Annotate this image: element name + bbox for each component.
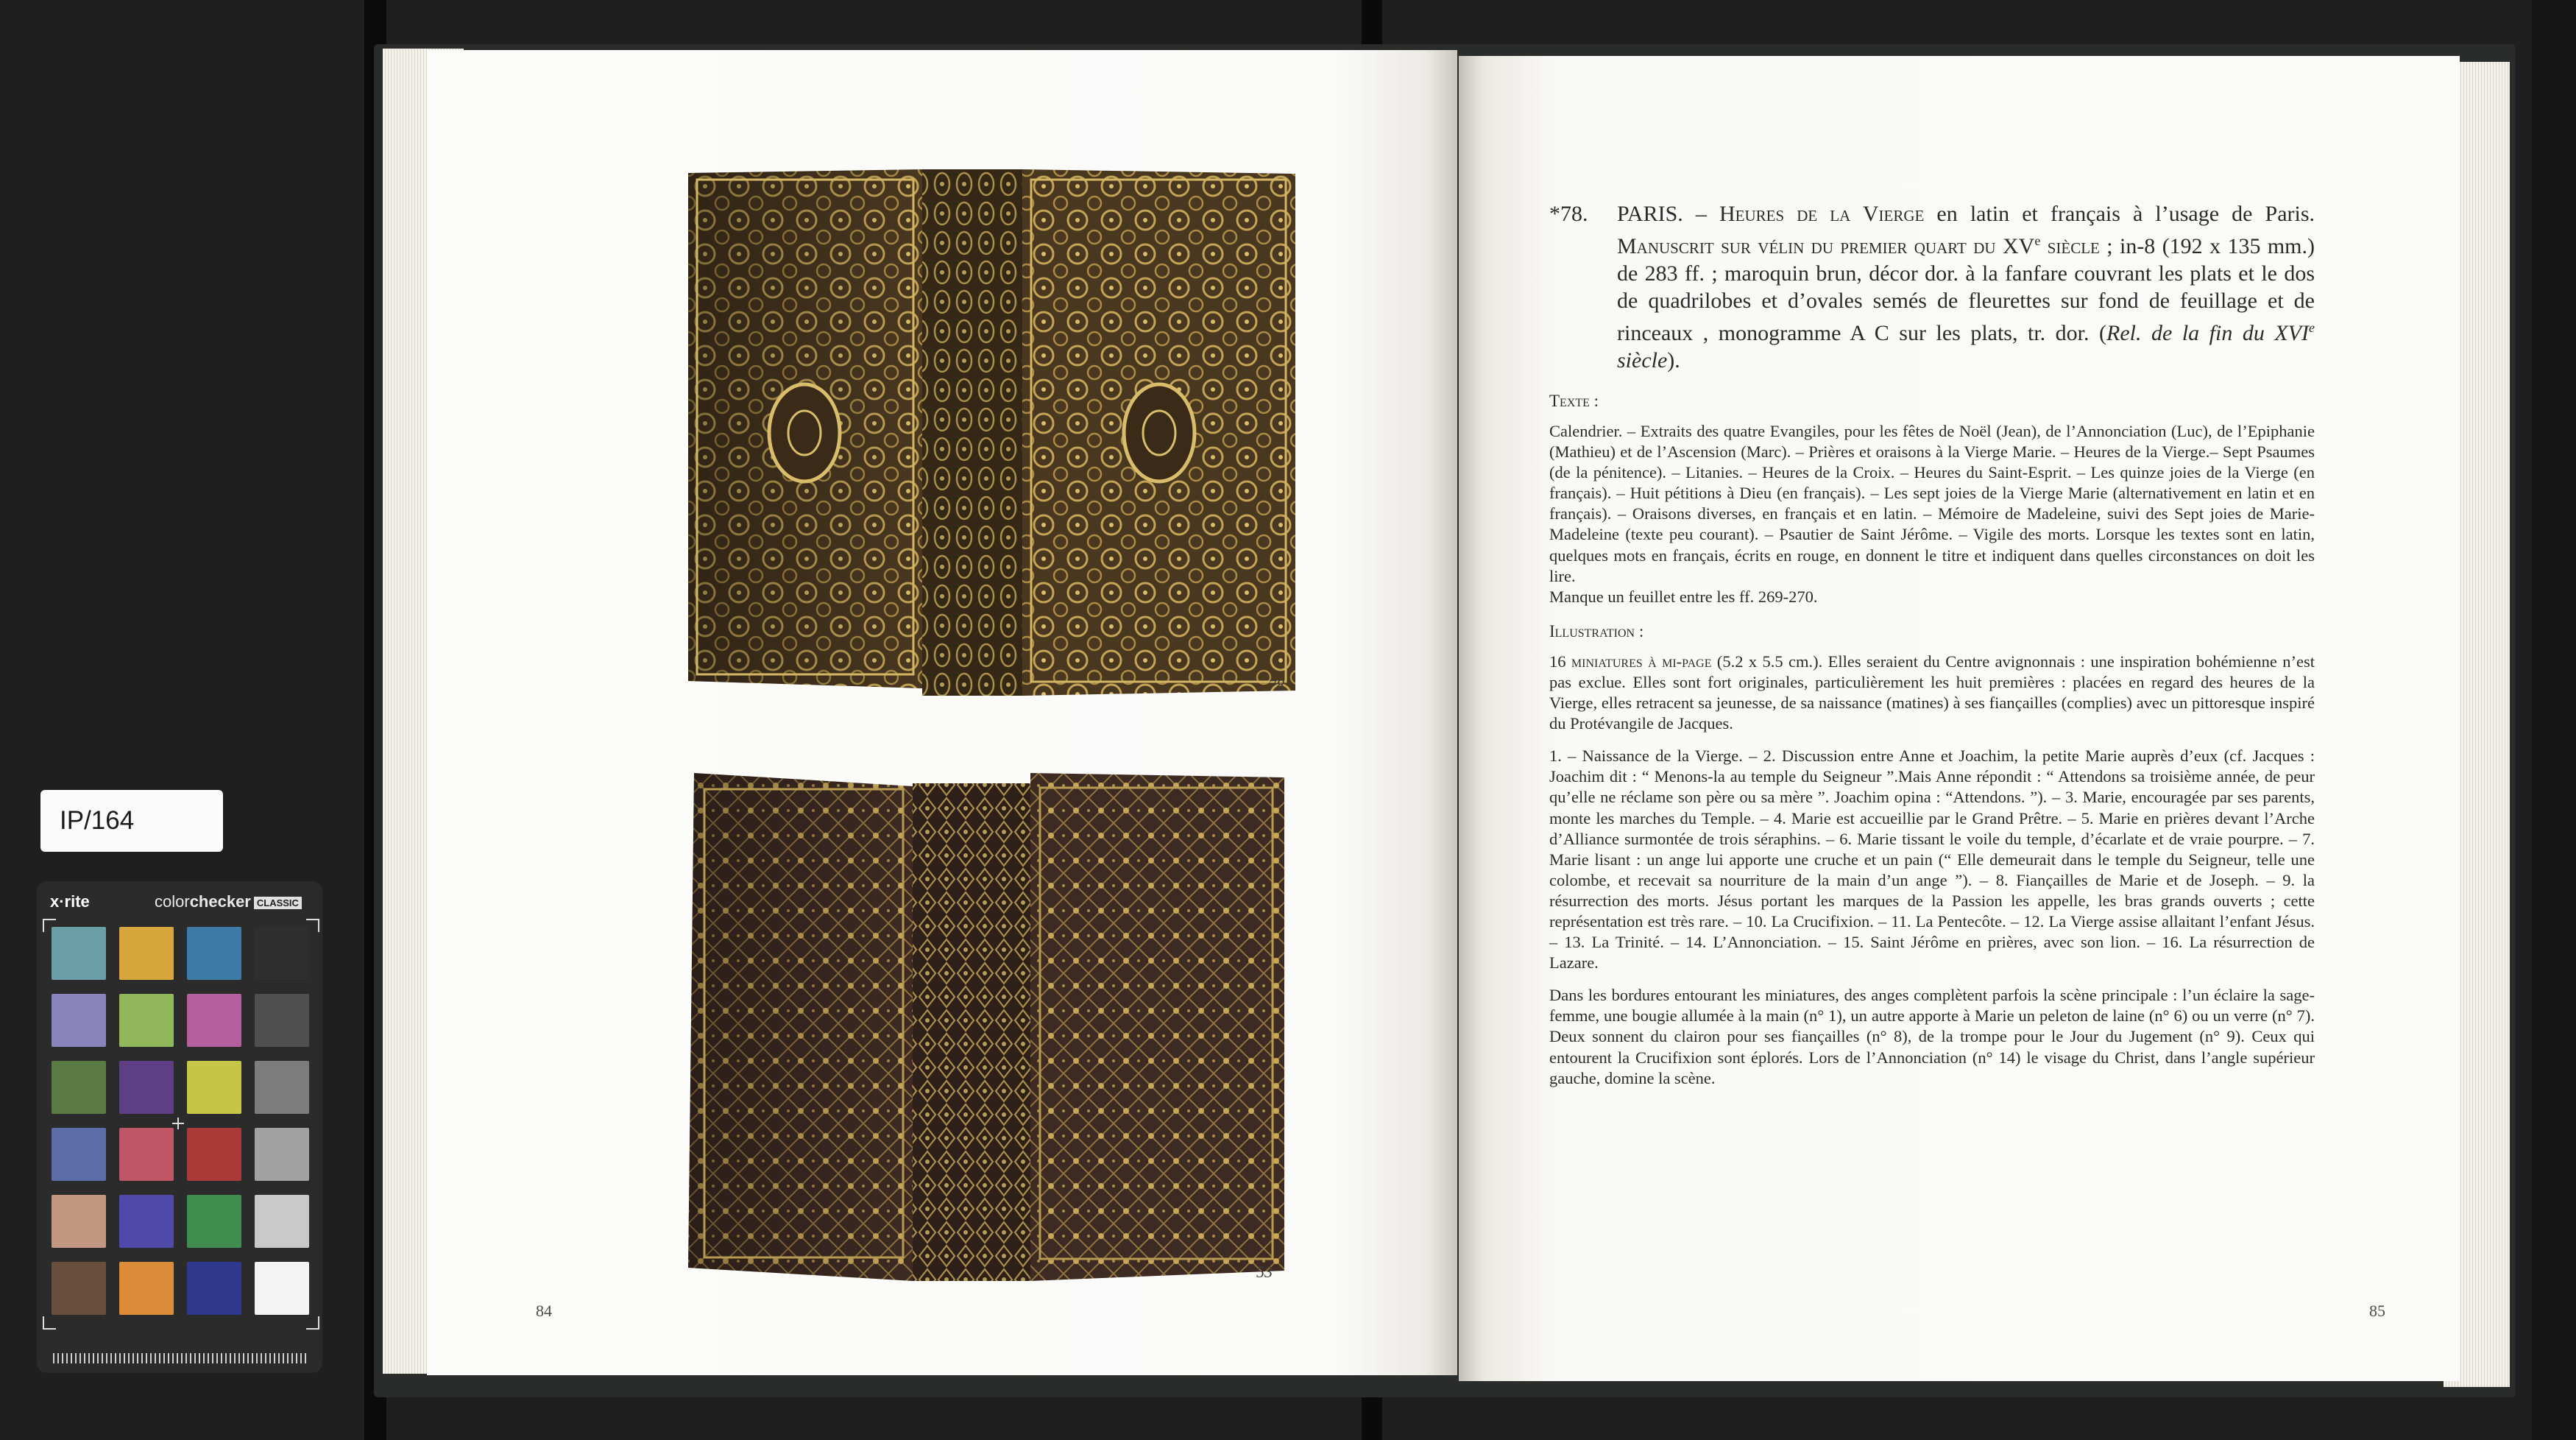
xrite-logo: x·rite — [50, 892, 90, 911]
color-swatch — [187, 1195, 241, 1248]
color-swatch — [52, 1195, 106, 1248]
paragraph-illustration — [1549, 652, 2315, 734]
color-swatch — [255, 1195, 309, 1248]
color-swatch — [119, 1128, 174, 1181]
color-swatch — [255, 1061, 309, 1114]
color-swatch — [52, 1262, 106, 1315]
color-swatch — [187, 994, 241, 1047]
color-swatch — [52, 994, 106, 1047]
corner-mark-icon — [43, 1316, 56, 1330]
plate-number-top: 78 — [1268, 676, 1284, 694]
color-swatch — [187, 1128, 241, 1181]
entry-language: en latin et français à l’usage de Paris. — [1924, 202, 2315, 226]
background-strip — [1362, 0, 1382, 47]
entry-binding-date: Rel. de la fin du XVI — [2106, 321, 2309, 345]
color-swatch — [255, 927, 309, 980]
binding-photo-top — [688, 169, 1295, 696]
entry-close: ). — [1667, 348, 1680, 373]
plate-number-bottom: 53 — [1256, 1263, 1273, 1281]
color-swatch — [187, 927, 241, 980]
paragraph-miniatures: 1. – Naissance de la Vierge. – 2. Discussion entre Anne et Joachim, la petite Marie auprès d’eux (cf. Jacques : Joachim dit : “ Menons-la au temple du Seigneur ”.Mais Anne répondit : “ Attendons sa troisième année, de peur qu’elle ne réclame son père ou sa mère ”. Joachim opina : “Attendons. ”). – 3. Marie, encouragée par ses parents, monte les marches du Temple. – 4. Marie est accueillie par le Grand Prêtre. – 5. Marie en prières devant l’Arche d’Alliance surmontée de trois séraphins. – 6. Marie tissant le voile du temple, d’écarlate et de vraie pourpre. – 7. Marie lisant : un ange lui apporte une cruche et un pain (“ Elle demeurait dans le temple du Seigneur, telle une colombe, et recevait sa nourriture de la main d’un ange ”). – 8. Fiançailles de Marie et de Joseph. – 9. la résurrection des morts. Jésus portant les marques de la Passion les appelle, les bras grands ouverts ; cette représentation est très rare. – 10. La Crucifixion. – 11. La Pentecôte. – 12. La Vierge assise allaitant l’enfant Jésus. – 13. La Trinité. – 14. L’Annonciation. – 15. Saint Jérôme en prières, avec son lion. – 16. La résurrection de Lazare. — [1549, 747, 2315, 973]
page-number-right: 85 — [2369, 1302, 2385, 1320]
corner-mark-icon — [306, 1316, 319, 1330]
corner-mark-icon — [43, 919, 56, 932]
entry-city: PARIS. – — [1617, 202, 1719, 226]
entry-heading — [1549, 200, 2315, 374]
color-swatch — [119, 994, 174, 1047]
paragraph-texte: Calendrier. – Extraits des quatre Evangiles, pour les fêtes de Noël (Jean), de l’Annonciation (Luc), de l’Epiphanie (Mathieu) et de l’Ascension (Marc). – Prières et oraisons à la Vierge Marie. – Heures de la Vierge.– Sept Psaumes (de la pénitence). – Litanies. – Heures de la Croix. – Heures du Saint-Esprit. – Les quinze joies de la Vierge (en français). – Huit pétitions à Dieu (en français). – Les sept joies de la Vierge Marie (alternativement en latin et en français). – Oraisons diverses, en français et en latin. – Mémoire de Madeleine, suivi des Sept joies de Marie-Madeleine (texte peu courant). – Psautier de Saint Jérôme. – Vigile des morts. Lorsque les textes sont en latin, quelques mots en français, écrits en rouge, en donnent le titre et indiquent dans quelles circonstances on doit les lire. — [1549, 422, 2315, 585]
entry-binding-siecle: siècle — [1617, 348, 1668, 373]
background-strip — [2532, 0, 2576, 1440]
paragraph-texte-note: Manque un feuillet entre les ff. 269-270. — [1549, 587, 1818, 606]
color-swatch — [119, 1195, 174, 1248]
color-swatch — [119, 927, 174, 980]
color-swatch — [52, 927, 106, 980]
entry-description — [1617, 200, 2315, 374]
color-swatch — [187, 1061, 241, 1114]
corner-mark-icon — [306, 919, 319, 932]
crosshair-icon — [172, 1118, 184, 1129]
color-swatch — [255, 994, 309, 1047]
colorchecker-logo-bold: checker — [189, 892, 251, 911]
section-heading-texte: Texte : — [1549, 392, 1599, 410]
color-swatch — [255, 1262, 309, 1315]
background-strip — [1362, 1390, 1382, 1440]
color-swatch — [255, 1128, 309, 1181]
entry-binding-sup: e — [2309, 320, 2315, 335]
entry-title: Heures de la Vierge — [1719, 202, 1925, 226]
color-swatch — [52, 1128, 106, 1181]
page-number-left: 84 — [536, 1302, 552, 1320]
target-label: IP/164 — [40, 790, 223, 852]
illustration-lead: 16 miniatures à mi-page — [1549, 652, 1712, 671]
catalogue-entry — [1549, 200, 2315, 1096]
color-swatch — [52, 1061, 106, 1114]
entry-century-sup: e — [2034, 233, 2041, 248]
ruler-scale — [53, 1353, 307, 1363]
color-swatch — [187, 1262, 241, 1315]
illustration-text: (5.2 x 5.5 cm.). Elles seraient du Centre avignonnais : une inspiration bohémienne n’est pas exclue. Elles sont fort originales, particulièrement les huit premières : placées en regard des heures de la Vierge, elles retracent sa jeunesse, de sa naissance (matines) à ses fiançailles (complies) avec un pittoresque inspiré du Protévangile de Jacques. — [1549, 652, 2315, 733]
entry-number: *78. — [1549, 202, 1588, 226]
color-swatch — [119, 1262, 174, 1315]
binding-photo-bottom — [688, 773, 1284, 1281]
entry-manuscript: Manuscrit sur vélin du premier quart du XV — [1617, 234, 2035, 258]
paragraph-borders: Dans les bordures entourant les miniatures, des anges complètent parfois la scène principale : l’un éclaire la sage-femme, une bougie allumée à la main (n° 1), un autre apporte à Marie un peleton de laine (n° 6) ou un verre (n° 7). Deux sonnent du clairon pour ses fiançailles (n° 8), de la trompe pour le Jour du Jugement (n° 9). Ceux qui entourent la Crucifixion sont éplorés. Lors de l’Annonciation (n° 14) le visage du Christ, dans l’angle supérieur gauche, domine la scène. — [1549, 986, 2315, 1087]
colorchecker-logo-light: color — [155, 892, 190, 911]
entry-collation: ; in-8 (192 x 135 mm.) de 283 ff. ; maroquin brun, décor dor. à la fanfare couvrant les plats et le dos de quadrilobes et d’ovales semés de fleurettes sur fond de feuillage et de rinceaux , monogramme A C sur les plats, tr. dor. ( — [1617, 234, 2315, 345]
section-heading-illustration: Illustration : — [1549, 621, 1644, 640]
color-swatch — [119, 1061, 174, 1114]
entry-century-word: siècle — [2040, 234, 2100, 258]
colorchecker-logo — [155, 892, 302, 911]
colorchecker-edition: CLASSIC — [254, 897, 302, 909]
